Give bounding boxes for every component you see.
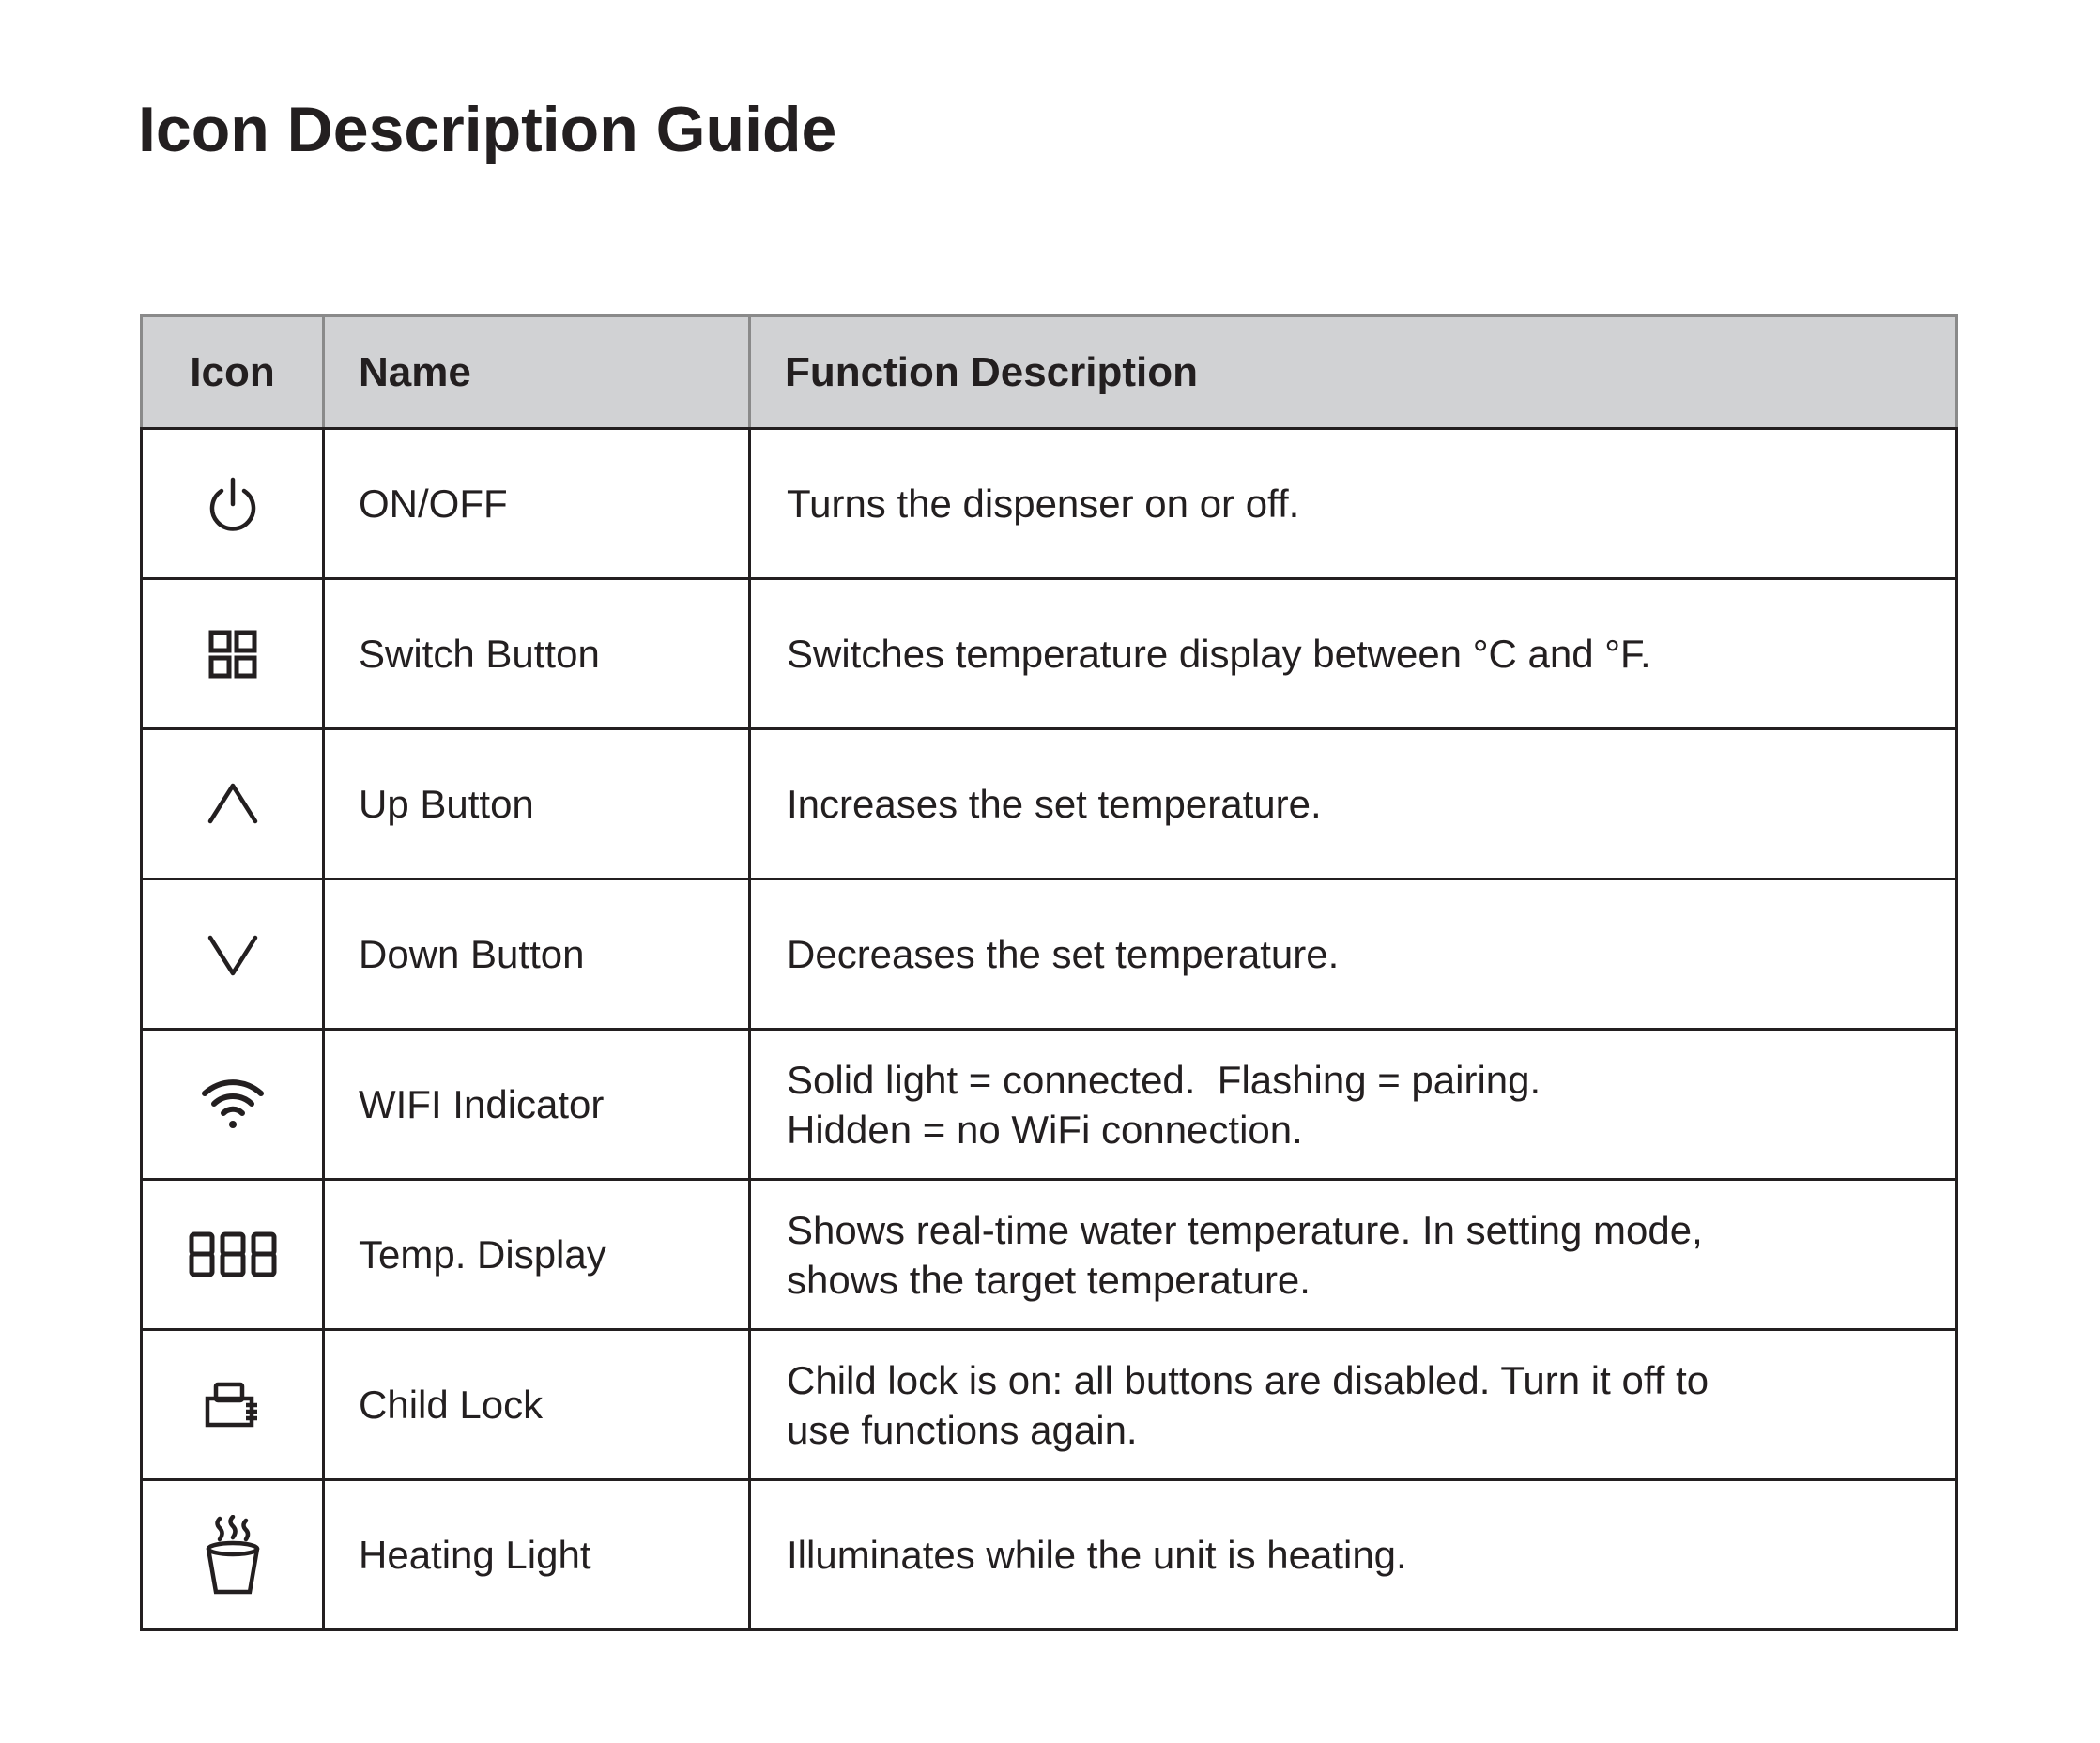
icon-description-table — [140, 314, 1958, 1631]
power-icon — [207, 474, 259, 534]
description-line: use functions again. — [787, 1407, 1138, 1452]
description-line: Decreases the set temperature. — [787, 932, 1340, 976]
wifi-icon — [201, 1078, 265, 1131]
table-row — [142, 1180, 1957, 1330]
chevron-down-icon — [207, 932, 259, 977]
row-description — [750, 729, 1957, 879]
description-line: Illuminates while the unit is heating. — [787, 1533, 1407, 1577]
description-line: Turns the dispenser on or off. — [787, 482, 1300, 526]
seven-segment-888-icon — [188, 1231, 278, 1278]
header-name: Name — [324, 316, 750, 429]
row-name: ON/OFF — [324, 429, 750, 579]
description-line: Solid light = connected. Flashing = pairing. — [787, 1057, 1541, 1102]
row-description — [750, 579, 1957, 729]
child-lock-icon — [205, 1382, 261, 1429]
page-title: Icon Description Guide — [138, 94, 837, 165]
row-description — [750, 1030, 1957, 1180]
header-description: Function Description — [750, 316, 1957, 429]
row-name: Temp. Display — [324, 1180, 750, 1330]
row-name: Switch Button — [324, 579, 750, 729]
row-name: Down Button — [324, 879, 750, 1030]
table-row — [142, 879, 1957, 1030]
description-line: Switches temperature display between °C and °F. — [787, 632, 1651, 676]
table-row — [142, 579, 1957, 729]
table-row — [142, 729, 1957, 879]
description-line: Hidden = no WiFi connection. — [787, 1107, 1303, 1152]
table-row — [142, 1480, 1957, 1630]
table-row — [142, 1030, 1957, 1180]
row-description — [750, 1180, 1957, 1330]
table-header-row — [142, 316, 1957, 429]
row-description — [750, 1480, 1957, 1630]
description-line: Increases the set temperature. — [787, 782, 1322, 826]
heating-cup-icon — [205, 1515, 261, 1596]
description-line: shows the target temperature. — [787, 1257, 1311, 1302]
row-name: Up Button — [324, 729, 750, 879]
table-row — [142, 1330, 1957, 1480]
row-description — [750, 1330, 1957, 1480]
header-icon: Icon — [142, 316, 324, 429]
row-description — [750, 429, 1957, 579]
row-description — [750, 879, 1957, 1030]
row-name: WIFI Indicator — [324, 1030, 750, 1180]
row-name: Child Lock — [324, 1330, 750, 1480]
table-row — [142, 429, 1957, 579]
description-line: Shows real-time water temperature. In setting mode, — [787, 1207, 1703, 1252]
grid-squares-icon — [208, 630, 257, 679]
description-line: Child lock is on: all buttons are disabled. Turn it off to — [787, 1357, 1709, 1402]
row-name: Heating Light — [324, 1480, 750, 1630]
chevron-up-icon — [207, 782, 259, 827]
